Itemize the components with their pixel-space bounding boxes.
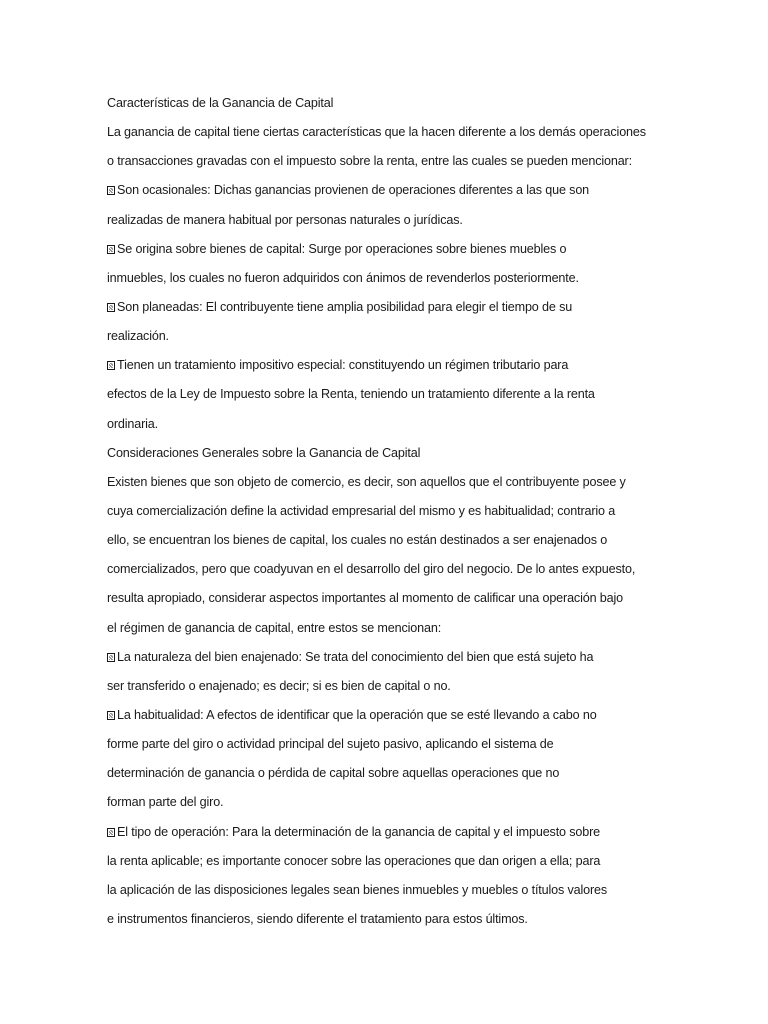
heading-consideraciones: Consideraciones Generales sobre la Ganancia de Capital — [107, 445, 421, 460]
list-item: La naturaleza del bien enajenado: Se trata del conocimiento del bien que está sujeto ha — [107, 643, 747, 672]
list-item: La habitualidad: A efectos de identificar que la operación que se esté llevando a cabo no — [107, 701, 747, 730]
paragraph-line: realización. — [107, 329, 169, 344]
paragraph-line: Existen bienes que son objeto de comercio, es decir, son aquellos que el contribuyente posee y — [107, 474, 626, 489]
paragraph-line: cuya comercialización define la actividad empresarial del mismo y es habitualidad; contrario a — [107, 503, 616, 518]
paragraph-line: o transacciones gravadas con el impuesto sobre la renta, entre las cuales se pueden mencionar: — [107, 154, 632, 169]
list-item: Tienen un tratamiento impositivo especial: constituyendo un régimen tributario para — [107, 351, 747, 380]
paragraph-line: la aplicación de las disposiciones legales sean bienes inmuebles y muebles o títulos valores — [107, 882, 608, 897]
paragraph-line: forman parte del giro. — [107, 795, 224, 810]
bullet-icon — [107, 245, 115, 254]
paragraph-line: forme parte del giro o actividad principal del sujeto pasivo, aplicando el sistema de — [107, 737, 554, 752]
bullet-icon — [107, 186, 115, 195]
list-item: Se origina sobre bienes de capital: Surge por operaciones sobre bienes muebles o — [107, 235, 747, 264]
bullet-icon — [107, 303, 115, 312]
paragraph-line: el régimen de ganancia de capital, entre estos se mencionan: — [107, 620, 442, 635]
document-page — [107, 89, 747, 934]
bullet-icon — [107, 828, 115, 837]
bullet-icon — [107, 653, 115, 662]
paragraph-line: ser transferido o enajenado; es decir; si es bien de capital o no. — [107, 678, 451, 693]
heading-caracteristicas: Características de la Ganancia de Capital — [107, 96, 334, 110]
list-item: Son ocasionales: Dichas ganancias provienen de operaciones diferentes a las que son — [107, 176, 747, 205]
paragraph-line: la renta aplicable; es importante conocer sobre las operaciones que dan origen a ella; para — [107, 853, 601, 868]
paragraph-line: resulta apropiado, considerar aspectos importantes al momento de calificar una operación bajo — [107, 591, 623, 606]
list-item: El tipo de operación: Para la determinación de la ganancia de capital y el impuesto sobre — [107, 818, 747, 847]
paragraph-line: efectos de la Ley de Impuesto sobre la Renta, teniendo un tratamiento diferente a la renta — [107, 387, 595, 402]
list-item: Son planeadas: El contribuyente tiene amplia posibilidad para elegir el tiempo de su — [107, 293, 747, 322]
bullet-icon — [107, 361, 115, 370]
paragraph-line: e instrumentos financieros, siendo diferente el tratamiento para estos últimos. — [107, 911, 528, 926]
paragraph-line: ordinaria. — [107, 416, 159, 431]
bullet-icon — [107, 711, 115, 720]
paragraph-line: ello, se encuentran los bienes de capital, los cuales no están destinados a ser enajenados o — [107, 533, 608, 548]
paragraph-line: determinación de ganancia o pérdida de capital sobre aquellas operaciones que no — [107, 766, 560, 781]
paragraph-line: La ganancia de capital tiene ciertas características que la hacen diferente a los demás operaciones — [107, 125, 646, 140]
paragraph-line: inmuebles, los cuales no fueron adquiridos con ánimos de revenderlos posteriormente. — [107, 270, 579, 285]
paragraph-line: realizadas de manera habitual por personas naturales o jurídicas. — [107, 212, 463, 227]
paragraph-line: comercializados, pero que coadyuvan en el desarrollo del giro del negocio. De lo antes expuesto, — [107, 562, 636, 577]
